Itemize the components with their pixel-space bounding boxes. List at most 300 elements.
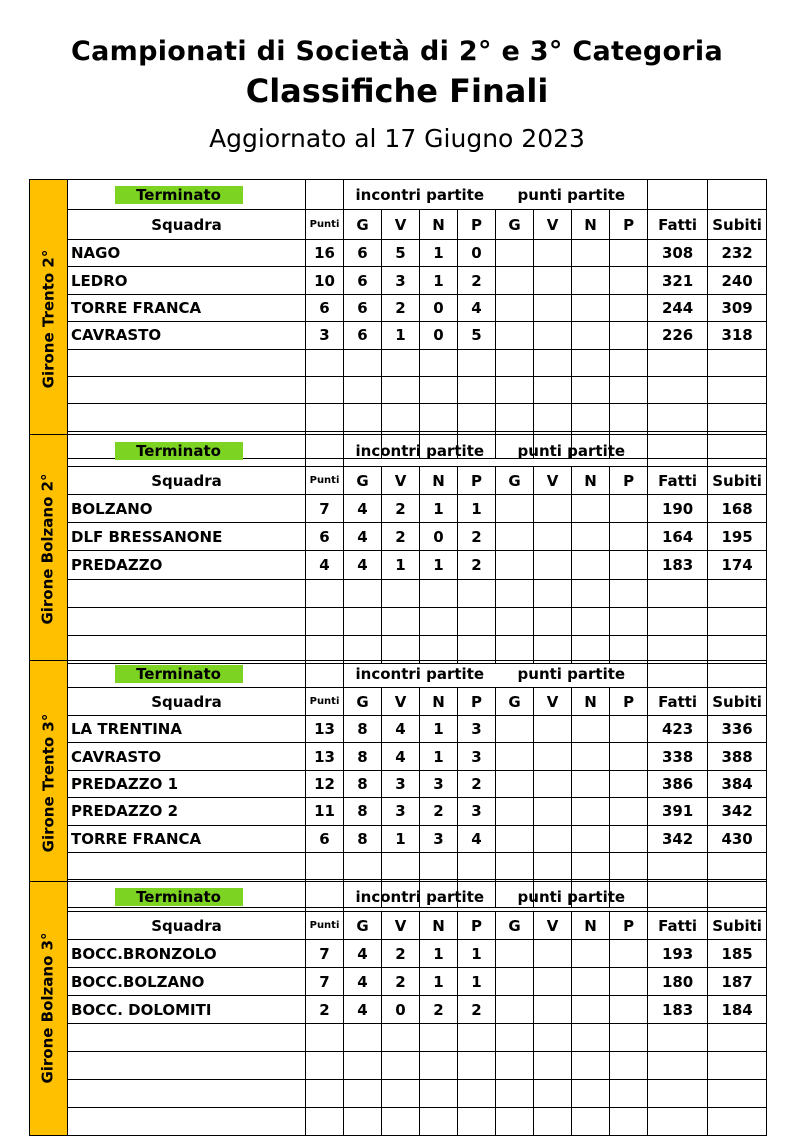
empty-cell [534,770,572,797]
header-punti: Punti [306,688,344,716]
table-row [30,770,767,797]
empty-cell [68,404,306,431]
header-incontri-v: V [382,210,420,240]
empty-cell [572,1108,610,1136]
group-name: Girone Trento 3° [39,714,58,853]
empty-cell [344,404,382,431]
team-fatti: 386 [648,770,708,797]
header-incontri-v: V [382,688,420,716]
standings-table [29,881,767,1136]
header-incontri-v: V [382,467,420,495]
team-subiti: 232 [708,240,767,267]
empty-cell [534,240,572,267]
team-points: 10 [306,267,344,294]
empty-cell [306,1108,344,1136]
header-punti-v: V [534,467,572,495]
empty-cell [572,579,610,607]
incontri-n: 1 [420,551,458,579]
team-points: 7 [306,940,344,968]
header-incontri-g: G [344,210,382,240]
team-fatti: 183 [648,996,708,1024]
incontri-g: 4 [344,551,382,579]
empty-cell [306,1080,344,1108]
empty-cell [496,551,534,579]
incontri-n: 0 [420,523,458,551]
incontri-n: 0 [420,322,458,349]
team-subiti: 342 [708,798,767,825]
team-name: PREDAZZO [68,551,306,579]
empty-cell [610,1052,648,1080]
team-fatti: 190 [648,495,708,523]
incontri-g: 6 [344,240,382,267]
empty-cell [344,349,382,376]
empty-cell [610,349,648,376]
incontri-p: 0 [458,240,496,267]
incontri-v: 0 [382,996,420,1024]
team-points: 7 [306,968,344,996]
empty-cell [534,579,572,607]
team-fatti: 338 [648,743,708,770]
empty-cell [420,1024,458,1052]
table-row [30,1024,767,1052]
empty-cell [496,240,534,267]
empty-cell [382,1108,420,1136]
empty-cell [344,1080,382,1108]
table-row [30,852,767,879]
empty-cell [534,376,572,403]
header-punti-n: N [572,210,610,240]
incontri-p: 1 [458,940,496,968]
empty-cell [306,1024,344,1052]
incontri-p: 2 [458,770,496,797]
empty-cell [420,1052,458,1080]
header-punti-partite: punti partite [496,435,648,467]
header-incontri-p: P [458,467,496,495]
empty-cell [708,852,767,879]
empty-cell [382,1080,420,1108]
empty-cell [68,376,306,403]
empty-cell [708,1052,767,1080]
table-row [30,607,767,635]
empty-cell [496,267,534,294]
group-side-bar [30,435,68,664]
incontri-n: 1 [420,240,458,267]
empty-cell [572,852,610,879]
header-incontri-p: P [458,688,496,716]
empty-cell [572,825,610,852]
table-row [30,551,767,579]
empty-cell [572,523,610,551]
incontri-g: 8 [344,770,382,797]
empty-cell [534,322,572,349]
empty-cell [496,1052,534,1080]
empty-cell [534,825,572,852]
header-squadra: Squadra [68,467,306,495]
table-row [30,825,767,852]
empty-cell [420,579,458,607]
header-punti-v: V [534,210,572,240]
team-subiti: 336 [708,716,767,743]
empty-cell [708,607,767,635]
group-side-bar [30,661,68,908]
table-row [30,404,767,431]
header-punti-p: P [610,912,648,940]
empty-cell [344,579,382,607]
team-name: BOCC.BOLZANO [68,968,306,996]
empty-cell [496,968,534,996]
status-badge: Terminato [115,442,243,460]
empty-cell [708,180,767,210]
team-fatti: 308 [648,240,708,267]
empty-cell [572,1024,610,1052]
empty-cell [496,1080,534,1108]
incontri-p: 3 [458,716,496,743]
empty-cell [382,852,420,879]
standings-table [29,434,767,664]
incontri-n: 3 [420,770,458,797]
updated-date: Aggiornato al 17 Giugno 2023 [209,124,585,153]
team-fatti: 244 [648,294,708,321]
incontri-n: 0 [420,294,458,321]
empty-cell [610,852,648,879]
group-standings [29,179,766,458]
header-incontri-partite: incontri partite [344,435,496,467]
empty-cell [68,852,306,879]
incontri-v: 1 [382,551,420,579]
incontri-n: 1 [420,495,458,523]
team-name: CAVRASTO [68,743,306,770]
empty-cell [306,882,344,912]
team-subiti: 184 [708,996,767,1024]
empty-cell [534,996,572,1024]
empty-cell [382,404,420,431]
table-row [30,1080,767,1108]
header-fatti: Fatti [648,912,708,940]
header-incontri-v: V [382,912,420,940]
empty-cell [420,852,458,879]
empty-cell [68,607,306,635]
empty-cell [344,1024,382,1052]
incontri-v: 2 [382,523,420,551]
empty-cell [708,1080,767,1108]
empty-cell [420,1108,458,1136]
header-subiti: Subiti [708,912,767,940]
empty-cell [708,882,767,912]
group-standings [29,660,766,907]
incontri-n: 1 [420,968,458,996]
header-incontri-n: N [420,912,458,940]
incontri-n: 1 [420,940,458,968]
team-points: 16 [306,240,344,267]
incontri-g: 6 [344,267,382,294]
empty-cell [496,996,534,1024]
empty-cell [572,495,610,523]
team-points: 11 [306,798,344,825]
header-punti-n: N [572,912,610,940]
incontri-g: 8 [344,825,382,852]
header-fatti: Fatti [648,467,708,495]
incontri-n: 3 [420,825,458,852]
empty-cell [610,523,648,551]
team-name: BOCC. DOLOMITI [68,996,306,1024]
header-incontri-partite: incontri partite [344,661,496,688]
empty-cell [534,267,572,294]
group-standings [29,881,766,1135]
team-points: 6 [306,294,344,321]
header-incontri-p: P [458,210,496,240]
empty-cell [610,376,648,403]
group-name: Girone Trento 2° [39,249,58,388]
team-fatti: 342 [648,825,708,852]
empty-cell [572,716,610,743]
empty-cell [306,1052,344,1080]
team-fatti: 193 [648,940,708,968]
table-row [30,743,767,770]
empty-cell [708,1108,767,1136]
page-title: Campionati di Società di 2° e 3° Categoria [71,36,723,67]
team-name: TORRE FRANCA [68,294,306,321]
incontri-v: 2 [382,940,420,968]
empty-cell [458,1108,496,1136]
team-name: PREDAZZO 1 [68,770,306,797]
empty-cell [534,294,572,321]
empty-cell [496,716,534,743]
header-punti-g: G [496,467,534,495]
empty-cell [382,376,420,403]
empty-cell [708,661,767,688]
empty-cell [68,1052,306,1080]
empty-cell [68,1024,306,1052]
empty-cell [610,798,648,825]
incontri-v: 1 [382,322,420,349]
team-subiti: 185 [708,940,767,968]
empty-cell [648,1024,708,1052]
empty-cell [344,852,382,879]
standings-table [29,660,767,908]
empty-cell [534,1080,572,1108]
status-badge: Terminato [115,665,243,683]
team-fatti: 180 [648,968,708,996]
empty-cell [648,180,708,210]
status-badge: Terminato [115,186,243,204]
empty-cell [648,349,708,376]
empty-cell [382,607,420,635]
group-side-bar [30,180,68,459]
empty-cell [572,349,610,376]
empty-cell [496,579,534,607]
team-fatti: 391 [648,798,708,825]
empty-cell [708,404,767,431]
empty-cell [648,1108,708,1136]
empty-cell [648,376,708,403]
team-fatti: 321 [648,267,708,294]
table-row [30,1052,767,1080]
incontri-g: 6 [344,294,382,321]
team-name: BOCC.BRONZOLO [68,940,306,968]
status-cell [68,661,306,688]
incontri-g: 6 [344,322,382,349]
incontri-n: 1 [420,716,458,743]
empty-cell [306,435,344,467]
team-points: 13 [306,716,344,743]
table-row [30,996,767,1024]
header-punti-p: P [610,688,648,716]
table-row [30,940,767,968]
empty-cell [610,825,648,852]
table-row [30,495,767,523]
empty-cell [458,404,496,431]
empty-cell [458,1024,496,1052]
empty-cell [572,404,610,431]
incontri-v: 2 [382,294,420,321]
incontri-g: 4 [344,495,382,523]
empty-cell [648,435,708,467]
empty-cell [534,716,572,743]
table-row [30,1108,767,1136]
empty-cell [534,1108,572,1136]
empty-cell [534,349,572,376]
incontri-g: 4 [344,940,382,968]
standings-table [29,179,767,459]
status-cell [68,882,306,912]
empty-cell [534,852,572,879]
header-punti-partite: punti partite [496,882,648,912]
team-subiti: 174 [708,551,767,579]
table-row [30,376,767,403]
table-row [30,349,767,376]
team-name: LA TRENTINA [68,716,306,743]
empty-cell [306,852,344,879]
team-name: PREDAZZO 2 [68,798,306,825]
incontri-g: 8 [344,743,382,770]
empty-cell [648,1080,708,1108]
empty-cell [610,240,648,267]
incontri-v: 2 [382,968,420,996]
empty-cell [572,294,610,321]
empty-cell [382,579,420,607]
incontri-g: 8 [344,716,382,743]
empty-cell [496,404,534,431]
empty-cell [420,404,458,431]
empty-cell [610,1024,648,1052]
incontri-v: 3 [382,798,420,825]
incontri-n: 2 [420,996,458,1024]
empty-cell [306,404,344,431]
empty-cell [708,579,767,607]
empty-cell [534,798,572,825]
header-punti-g: G [496,688,534,716]
page-subtitle: Classifiche Finali [245,72,549,110]
empty-cell [610,495,648,523]
header-punti-n: N [572,467,610,495]
empty-cell [572,1080,610,1108]
incontri-v: 5 [382,240,420,267]
incontri-v: 1 [382,825,420,852]
empty-cell [610,716,648,743]
team-points: 7 [306,495,344,523]
header-punti: Punti [306,210,344,240]
header-incontri-partite: incontri partite [344,180,496,210]
header-punti-g: G [496,210,534,240]
incontri-v: 3 [382,267,420,294]
table-row [30,968,767,996]
team-name: TORRE FRANCA [68,825,306,852]
empty-cell [306,661,344,688]
team-subiti: 384 [708,770,767,797]
status-badge: Terminato [115,888,243,906]
empty-cell [306,349,344,376]
header-punti-partite: punti partite [496,180,648,210]
empty-cell [572,240,610,267]
empty-cell [458,1080,496,1108]
incontri-v: 4 [382,743,420,770]
team-subiti: 430 [708,825,767,852]
empty-cell [496,495,534,523]
empty-cell [458,1052,496,1080]
incontri-p: 5 [458,322,496,349]
incontri-v: 2 [382,495,420,523]
table-row [30,716,767,743]
empty-cell [534,551,572,579]
empty-cell [572,798,610,825]
incontri-v: 4 [382,716,420,743]
incontri-p: 2 [458,267,496,294]
header-punti-p: P [610,467,648,495]
empty-cell [306,376,344,403]
empty-cell [344,607,382,635]
empty-cell [648,579,708,607]
header-incontri-partite: incontri partite [344,882,496,912]
empty-cell [572,607,610,635]
empty-cell [534,607,572,635]
team-points: 6 [306,523,344,551]
incontri-n: 1 [420,267,458,294]
empty-cell [648,852,708,879]
group-standings [29,434,766,663]
empty-cell [420,607,458,635]
empty-cell [458,852,496,879]
table-row [30,267,767,294]
header-incontri-p: P [458,912,496,940]
team-subiti: 309 [708,294,767,321]
empty-cell [420,349,458,376]
empty-cell [382,1052,420,1080]
table-row [30,798,767,825]
team-points: 4 [306,551,344,579]
header-incontri-n: N [420,688,458,716]
empty-cell [496,1024,534,1052]
incontri-n: 1 [420,743,458,770]
header-punti: Punti [306,912,344,940]
empty-cell [496,825,534,852]
incontri-p: 1 [458,495,496,523]
empty-cell [496,523,534,551]
empty-cell [648,404,708,431]
empty-cell [648,661,708,688]
incontri-p: 3 [458,798,496,825]
empty-cell [610,743,648,770]
team-name: LEDRO [68,267,306,294]
team-fatti: 164 [648,523,708,551]
empty-cell [648,607,708,635]
team-name: DLF BRESSANONE [68,523,306,551]
empty-cell [610,267,648,294]
empty-cell [610,996,648,1024]
header-punti-v: V [534,912,572,940]
empty-cell [534,968,572,996]
header-incontri-g: G [344,467,382,495]
group-side-bar [30,882,68,1136]
